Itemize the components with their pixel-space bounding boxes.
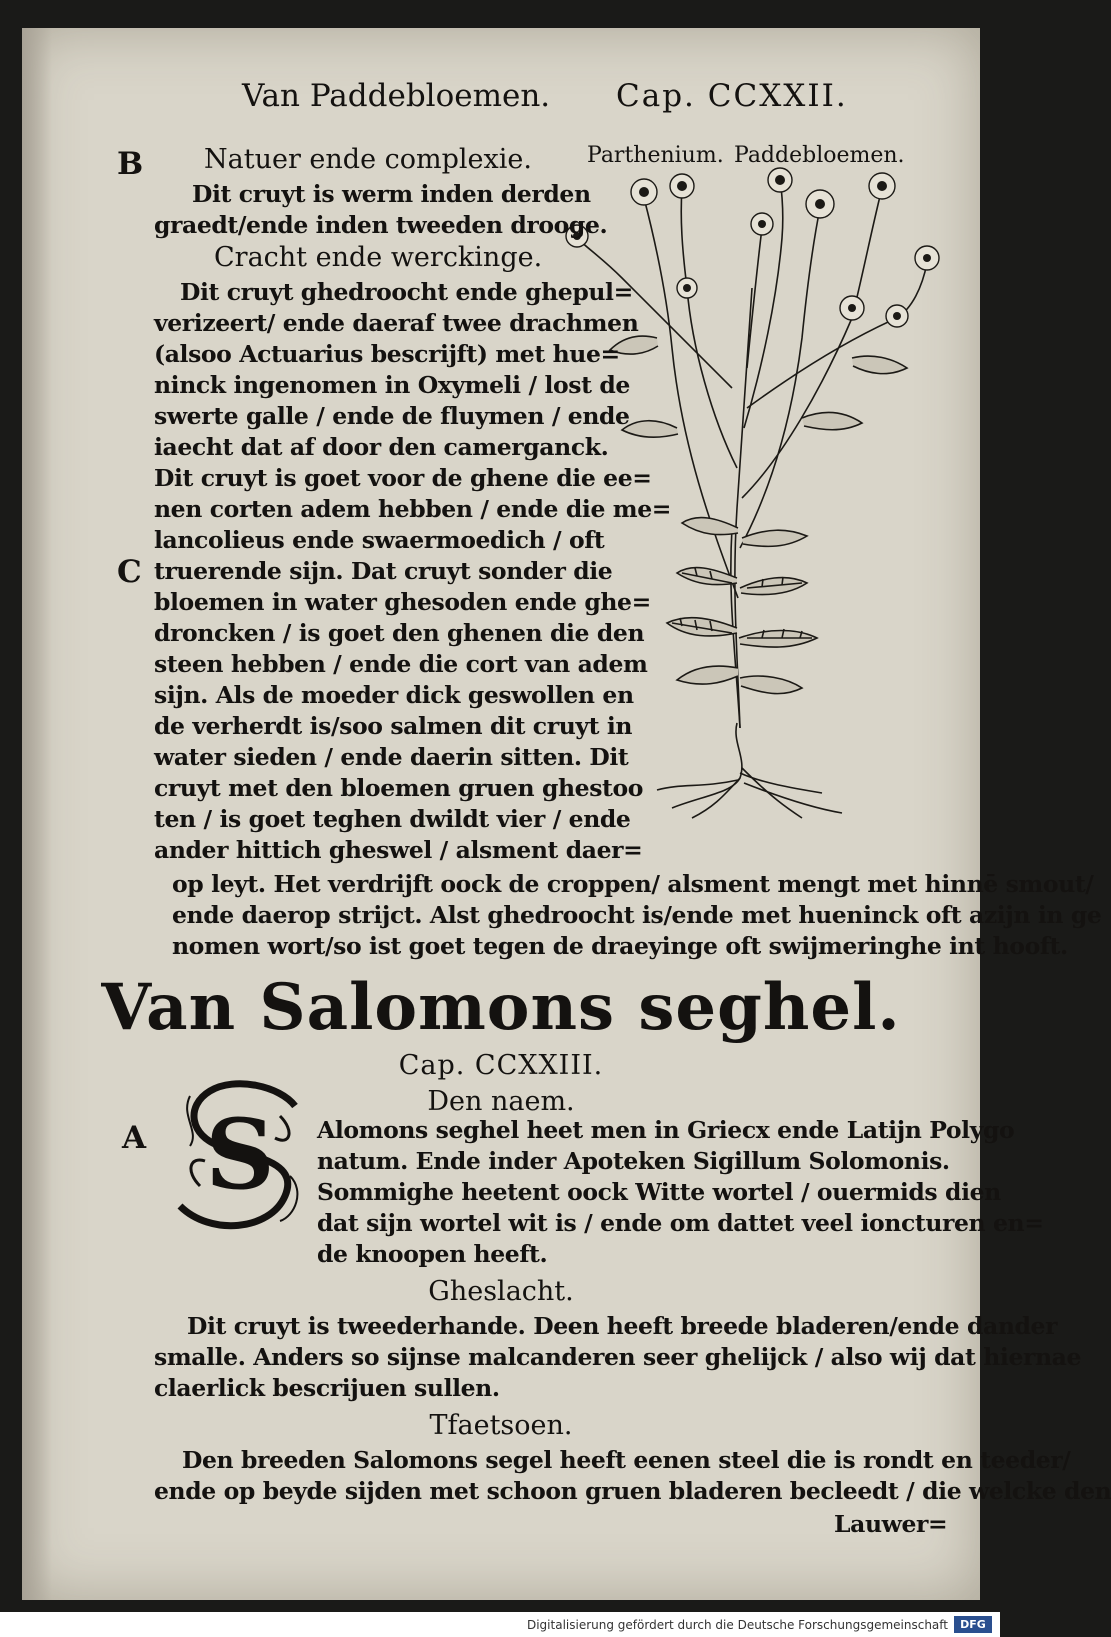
text-line: cruyt met den bloemen gruen ghestoo	[154, 774, 644, 802]
text-line: (alsoo Actuarius bescrijft) met hue=	[154, 340, 620, 368]
text-line: sijn. Als de moeder dick geswollen en	[154, 681, 634, 709]
decorated-initial-s	[170, 1076, 310, 1236]
text-line: dat sijn wortel wit is / ende om dattet veel ioncturen en=	[317, 1209, 1044, 1237]
heading-cracht-ende-werckinge: Cracht ende werckinge.	[214, 242, 543, 273]
digitization-footer	[0, 1612, 1000, 1637]
text-line: swerte galle / ende de fluymen / ende	[154, 402, 630, 430]
text-line: Sommighe heetent oock Witte wortel / ouermids dien	[317, 1178, 1001, 1206]
text-line: ninck ingenomen in Oxymeli / lost de	[154, 371, 630, 399]
text-line: ende daerop strijct. Alst ghedroocht is/ende met hueninck oft azijn in ge	[172, 901, 1102, 929]
text-line: water sieden / ende daerin sitten. Dit	[154, 743, 629, 771]
text-line: lancolieus ende swaermoedich / oft	[154, 526, 605, 554]
text-line: claerlick bescrijuen sullen.	[154, 1374, 500, 1402]
dfg-logo-icon[interactable]: DFG	[954, 1616, 992, 1633]
text-line: Dit cruyt ghedroocht ende ghepul=	[180, 278, 633, 306]
figure-caption-latin: Parthenium.	[587, 143, 724, 168]
text-line: iaecht dat af door den camerganck.	[154, 433, 609, 461]
text-line: ander hittich gheswel / alsment daer=	[154, 836, 643, 864]
text-line: de verherdt is/soo salmen dit cruyt in	[154, 712, 633, 740]
chapter-title: Van Salomons seghel.	[101, 970, 901, 1045]
heading-tfaetsoen: Tfaetsoen.	[429, 1410, 573, 1441]
text-line: op leyt. Het verdrijft oock de croppen/ alsment mengt met hinnē smout/	[172, 870, 1094, 898]
text-line: Dit cruyt is werm inden derden	[192, 180, 591, 208]
text-line: smalle. Anders so sijnse malcanderen seer ghelijck / also wij dat hiernae	[154, 1343, 1082, 1371]
text-line: nen corten adem hebben / ende die me=	[154, 495, 672, 523]
heading-gheslacht: Gheslacht.	[428, 1276, 574, 1307]
catchword: Lauwer=	[834, 1510, 948, 1538]
figure-caption-dutch: Paddebloemen.	[734, 143, 905, 168]
text-line: truerende sijn. Dat cruyt sonder die	[154, 557, 613, 585]
text-line: ten / is goet teghen dwildt vier / ende	[154, 805, 631, 833]
text-line: Alomons seghel heet men in Griecx ende Latijn Polygo	[317, 1116, 1015, 1144]
text-line: verizeert/ ende daeraf twee drachmen	[154, 309, 639, 337]
book-page	[22, 28, 1111, 1600]
margin-marker-a: A	[122, 1120, 147, 1156]
text-line: natum. Ende inder Apoteken Sigillum Solomonis.	[317, 1147, 950, 1175]
running-head-left: Van Paddebloemen.	[242, 78, 551, 114]
heading-den-naem: Den naem.	[427, 1086, 575, 1117]
text-line: droncken / is goet den ghenen die den	[154, 619, 645, 647]
running-head-right: Cap. CCXXII.	[616, 78, 848, 114]
text-line: steen hebben / ende die cort van adem	[154, 650, 648, 678]
margin-marker-c: C	[117, 554, 142, 590]
margin-marker-b: B	[117, 146, 144, 182]
text-line: de knoopen heeft.	[317, 1240, 548, 1268]
text-line: graedt/ende inden tweeden drooge.	[154, 211, 608, 239]
chapter-number: Cap. CCXXIII.	[398, 1050, 604, 1081]
text-line: nomen wort/so ist goet tegen de draeyinge oft swijmeringhe int hooft.	[172, 932, 1068, 960]
footer-credit-text: Digitalisierung gefördert durch die Deutsche Forschungsgemeinschaft	[526, 1618, 948, 1632]
svg-text:S: S	[205, 1098, 275, 1211]
text-line: Den breeden Salomons segel heeft eenen steel die is rondt en teeder/	[182, 1446, 1071, 1474]
text-line: Dit cruyt is tweederhande. Deen heeft breede bladeren/ende dander	[187, 1312, 1058, 1340]
text-line: bloemen in water ghesoden ende ghe=	[154, 588, 651, 616]
heading-natuer-ende-complexie: Natuer ende complexie.	[204, 144, 532, 175]
text-line: ende op beyde sijden met schoon gruen bladeren becleedt / die welcke den	[154, 1477, 1111, 1505]
text-line: Dit cruyt is goet voor de ghene die ee=	[154, 464, 652, 492]
